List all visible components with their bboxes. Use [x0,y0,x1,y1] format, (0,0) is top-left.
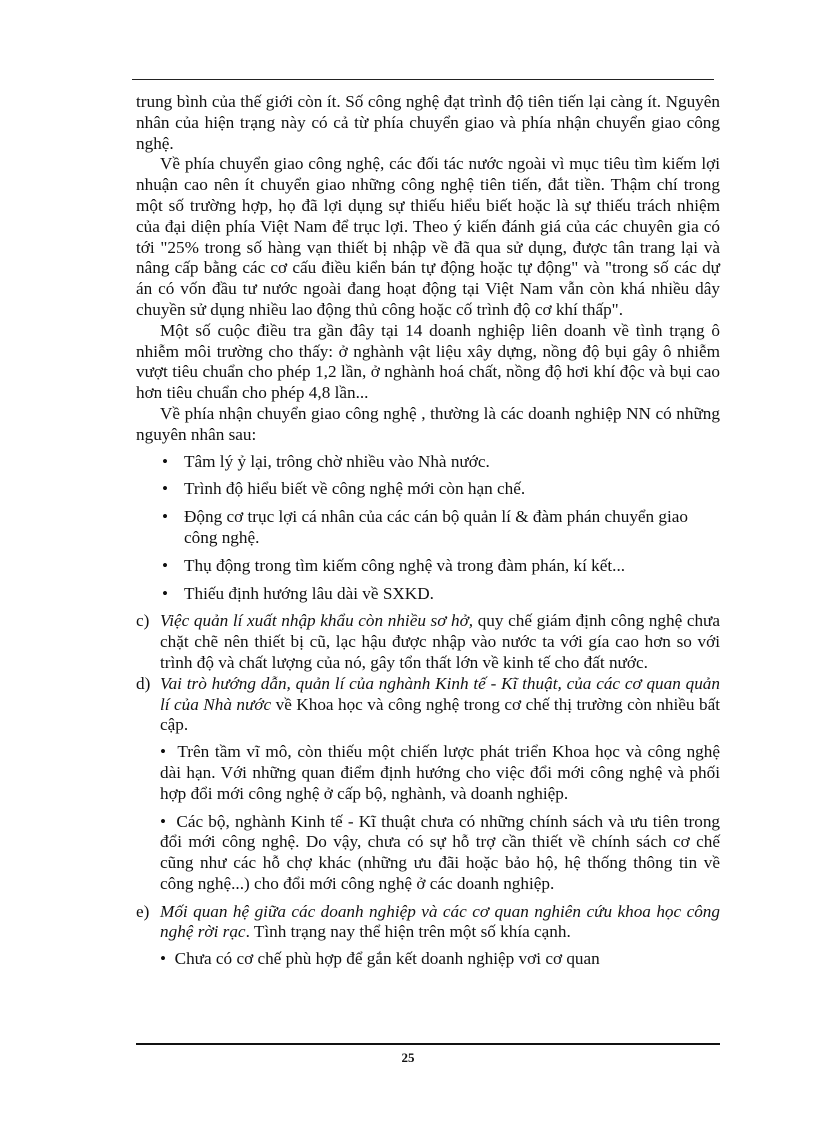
item-text: về Khoa học và công nghệ trong cơ chế thị trường còn nhiều bất cập. [160,694,720,735]
bullet-icon: • [162,479,169,499]
list-item: • Trình độ hiểu biết về công nghệ mới còn hạn chế. [162,479,526,499]
bullet-icon: • [160,949,167,969]
item-emphasis: Mối quan hệ giữa các doanh nghiệp và các cơ quan nghiên cứu khoa học công nghệ rời rạc [160,901,720,942]
list-item: • Chưa có cơ chế phù hợp để gắn kết doanh nghiệp vơi cơ quan [160,949,600,969]
list-item: • Trên tầm vĩ mô, còn thiếu một chiến lược phát triển Khoa học và công nghệ dài hạn. Với những quan điểm định hướng cho việc đổi mới công nghệ và phối hợp đổi mới công nghệ ở cấp bộ, nghành, và doanh nghiệp. [160,742,721,803]
intro-paragraph: trung bình của thế giới còn ít. Số công nghệ đạt trình độ tiên tiến lại càng ít. Nguyên nhân của hiện trạng này có cả từ phía chuyển giao và phía nhận chuyển giao công nghệ. [136,92,720,153]
bullet-icon: • [162,555,169,575]
item-text: . Tình trạng nay thể hiện trên một số khía cạnh. [245,922,571,942]
list-item: • Các bộ, nghành Kinh tế - Kĩ thuật chưa có những chính sách và ưu tiên trong đổi mới công nghệ. Do vậy, chưa có sự hỗ trợ cần thiết về chính sách cơ chế cũng như các hỗ chợ khác (những ưu đãi hoặc bảo hộ, hệ thống thông tin về công nghệ...) cho đổi mới công nghệ ở các doanh nghiệp. [160,811,721,893]
bullet-icon: • [160,742,167,762]
item-marker: c) [136,611,150,631]
page-number: 25 [401,1050,415,1065]
survey-paragraph: Một số cuộc điều tra gần đây tại 14 doanh nghiệp liên doanh về tình trạng ô nhiễm môi trường cho thấy: ở nghành vật liệu xây dựng, nồng độ bụi gây ô nhiễm vượt tiêu chuẩn cho phép 1,2 lần, ở nghành hoá chất, nồng độ hơi khí độc và bụi cao hơn tiêu chuẩn cho phép 4,8 lần... [136,320,720,403]
transfer-side-paragraph: Về phía chuyển giao công nghệ, các đối tác nước ngoài vì mục tiêu tìm kiếm lợi nhuận cao nên ít chuyển giao những công nghệ tiên tiến, đắt tiền. Thậm chí trong một số trường hợp, họ đã lợi dụng sự thiếu hiểu biết hoặc là sự thiếu trách nhiệm của đại diện phía Việt Nam để trục lợi. Theo ý kiến đánh giá của các chuyên gia có tới "25% trong số hàng vạn thiết bị nhập về đã qua sử dụng, được tân trang lại và nâng cấp bằng các cơ cấu điều kiển bán tự động hoặc tự động" và "trong số các dự án có vốn đầu tư nước ngoài đang hoạt động tại Việt Nam vẫn còn khá nhiều dây chuyền sử dụng nhiều lao động thủ công hoặc cố trình độ cơ khí thấp". [136,154,720,319]
header-rule [132,79,714,80]
item-text: quy chế giám định công nghệ chưa chặt chẽ nên thiết bị cũ, lạc hậu được nhập vào nước ta với gía cao hơn so với trình độ và chất lượng của nó, gây tổn thất lớn về kinh tế cho đất nước. [160,611,720,672]
item-d-bullets [136,742,720,895]
receiver-side-paragraph: Về phía nhận chuyển giao công nghệ , thường là các doanh nghiệp NN có những nguyên nhân sau: [136,403,720,444]
footer-rule [136,1043,720,1045]
bullet-icon: • [162,507,169,527]
section-item-d [136,674,720,736]
bullet-icon: • [160,811,167,831]
item-marker: d) [136,673,151,693]
list-item: • Động cơ trục lợi cá nhân của các cán bộ quản lí & đàm phán chuyển giao công nghệ. [162,507,689,547]
section-item-e [136,902,720,944]
bullet-icon: • [162,451,169,471]
item-emphasis: Việc quản lí xuất nhập khẩu còn nhiều sơ hở, [160,611,474,631]
bullet-icon: • [162,583,169,603]
section-item-c [136,611,720,673]
list-item: • Thiếu định hướng lâu dài về SXKD. [162,583,434,603]
list-item: • Tâm lý ỷ lại, trông chờ nhiều vào Nhà nước. [162,451,490,471]
item-emphasis: Vai trò hướng dẫn, quản lí của nghành Kinh tế - Kĩ thuật, của các cơ quan quản lí của Nhà nước [160,673,720,714]
list-item: • Thụ động trong tìm kiếm công nghệ và trong đàm phán, kí kết... [162,555,626,575]
item-marker: e) [136,901,150,921]
receiver-causes-list [136,452,720,605]
item-e-bullets [136,949,720,970]
page-body [136,92,720,977]
